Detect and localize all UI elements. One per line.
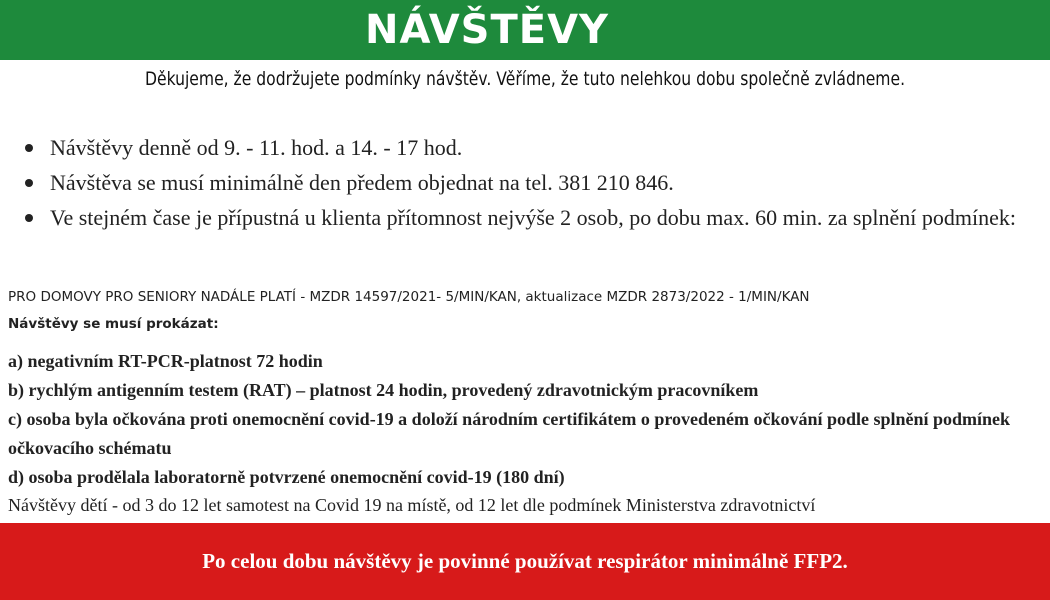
regulation-note: PRO DOMOVY PRO SENIORY NADÁLE PLATÍ - MZDR 14597/2021- 5/MIN/KAN, aktualizace MZDR 2873/2022 - 1/MIN/KAN: [8, 289, 810, 305]
header-banner: [0, 0, 1050, 60]
subtitle: Děkujeme, že dodržujete podmínky návštěv. Věříme, že tuto nelehkou dobu společně zvládneme.: [144, 68, 906, 90]
rule-item: Ve stejném čase je přípustná u klienta přítomnost nejvýše 2 osob, po dobu max. 60 min. za splnění podmínek:: [22, 200, 1042, 235]
footer-banner: [0, 523, 1050, 600]
rule-item: Návštěva se musí minimálně den předem objednat na tel. 381 210 846.: [22, 165, 1042, 200]
condition-item: d) osoba prodělala laboratorně potvrzené onemocnění covid-19 (180 dní): [8, 467, 565, 487]
page-title: NÁVŠTĚVY: [365, 7, 610, 53]
must-prove-heading: Návštěvy se musí prokázat:: [8, 316, 219, 332]
visiting-rules-list: [22, 130, 1042, 235]
rule-item: Návštěvy denně od 9. - 11. hod. a 14. - 17 hod.: [22, 130, 1042, 165]
condition-item: a) negativním RT-PCR-platnost 72 hodin: [8, 351, 323, 371]
condition-item: b) rychlým antigenním testem (RAT) – platnost 24 hodin, provedený zdravotnickým pracovníkem: [8, 380, 759, 400]
conditions-list: [8, 347, 1038, 492]
children-visit-note: Návštěvy dětí - od 3 do 12 let samotest na Covid 19 na místě, od 12 let dle podmínek Ministerstva zdravotnictví: [8, 495, 816, 515]
condition-item: c) osoba byla očkována proti onemocnění covid-19 a doloží národním certifikátem o provedeném očkování podle splnění podmínek očkovacího schématu: [8, 409, 1011, 458]
respirator-notice: Po celou dobu návštěvy je povinné používat respirátor minimálně FFP2.: [202, 549, 848, 573]
